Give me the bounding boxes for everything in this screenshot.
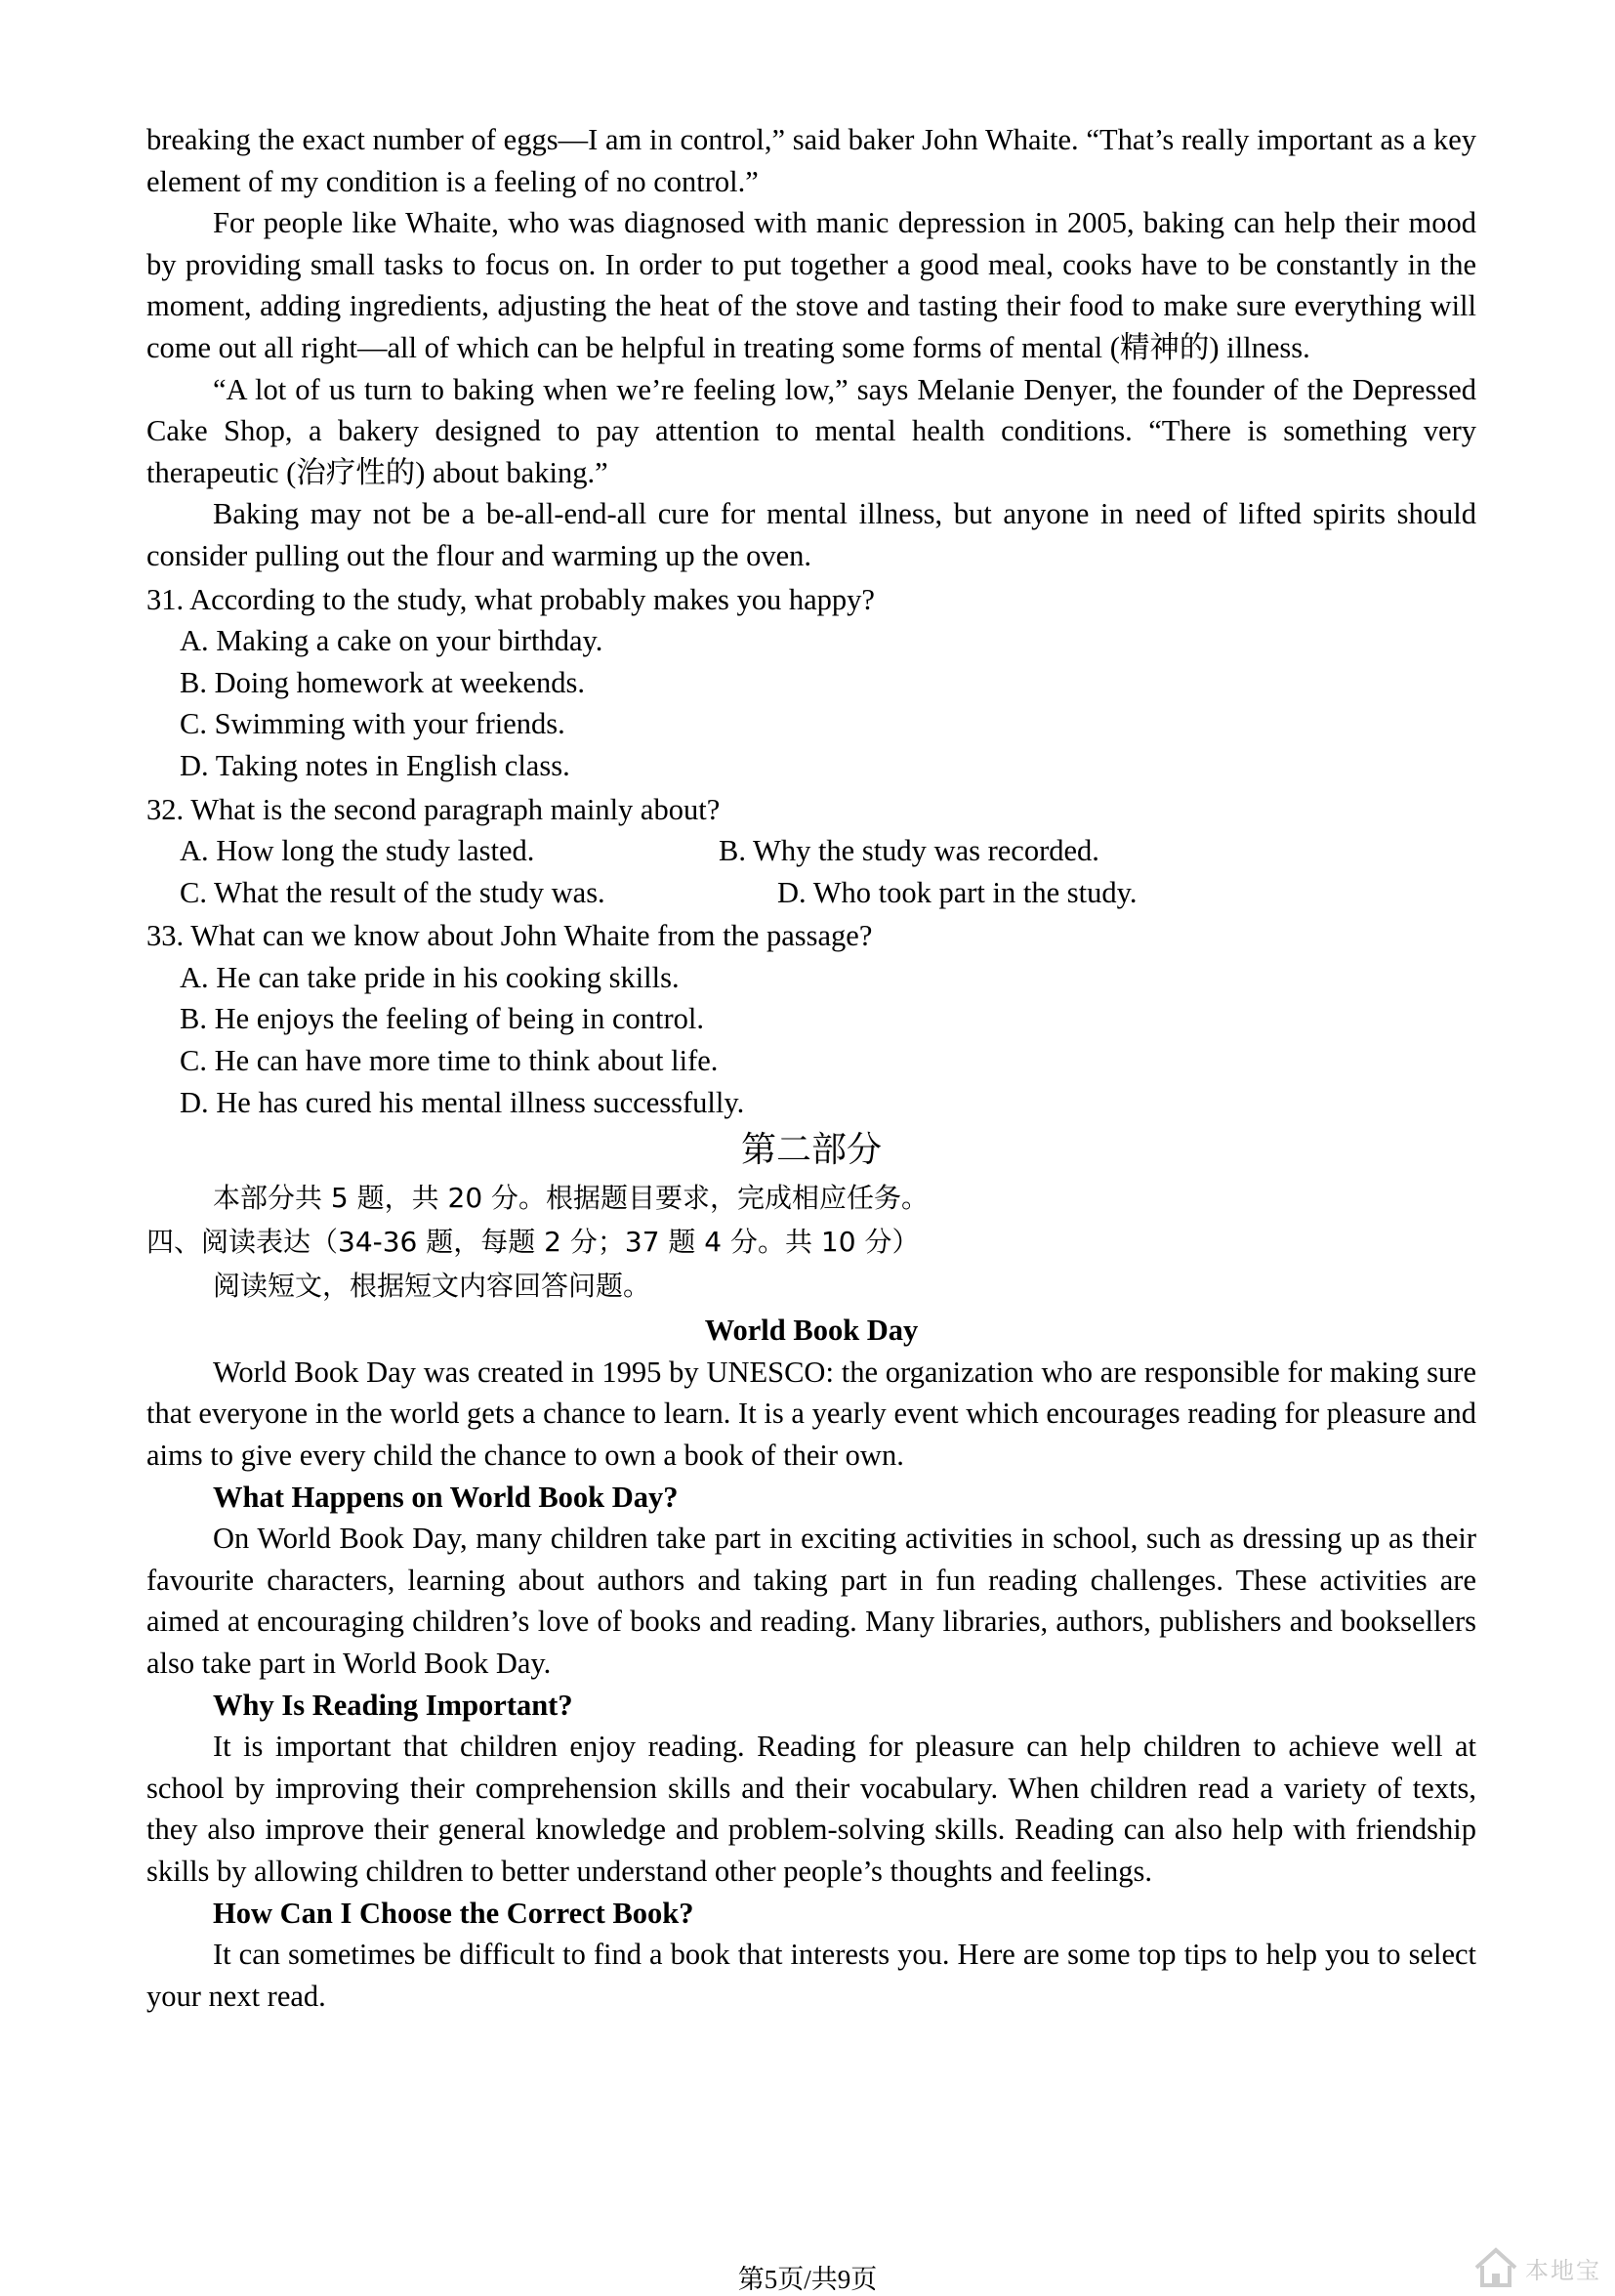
- options-row-2: [146, 872, 1476, 914]
- part-heading: 第二部分: [740, 1130, 882, 1171]
- question-stem: 31. According to the study, what probably makes you happy?: [146, 582, 875, 616]
- house-icon: [1472, 2246, 1519, 2289]
- passage2-paragraph-4: It can sometimes be difficult to find a book that interests you. Here are some top tips to help you to select your next read.: [146, 1938, 1476, 2013]
- question-33: [146, 913, 1476, 1123]
- passage2-subheading-2: Why Is Reading Important?: [213, 1688, 573, 1722]
- passage1-paragraph-1: breaking the exact number of eggs—I am in control,” said baker John Whaite. “That’s really important as a key element of my condition is a feeling of no control.”: [146, 123, 1476, 198]
- watermark: [1472, 2246, 1601, 2289]
- option-b: B. Doing homework at weekends.: [180, 665, 586, 699]
- part-intro: 本部分共 5 题，共 20 分。根据题目要求，完成相应任务。: [213, 1182, 930, 1215]
- option-c: C. Swimming with your friends.: [180, 707, 565, 741]
- section-instruction: 阅读短文，根据短文内容回答问题。: [213, 1270, 651, 1303]
- passage1-paragraph-3: “A lot of us turn to baking when we’re feeling low,” says Melanie Denyer, the founder of the Depressed Cake Shop, a bakery designed to pay attention to mental health conditions. “There is something very therapeutic (治疗性的) about baking.”: [146, 372, 1476, 489]
- question-stem: 33. What can we know about John Whaite from the passage?: [146, 919, 873, 953]
- passage2-subheading-1: What Happens on World Book Day?: [213, 1480, 679, 1514]
- exam-page: [146, 119, 1476, 2017]
- option-d: D. Taking notes in English class.: [180, 748, 570, 782]
- passage2-paragraph-3: It is important that children enjoy reading. Reading for pleasure can help children to achieve well at school by improving their comprehension skills and their vocabulary. When children read a variety of texts, they also improve their general knowledge and problem-solving skills. Reading can also help with friendship skills by allowing children to better understand other people’s thoughts and feelings.: [146, 1730, 1476, 1888]
- watermark-text: 本地宝: [1525, 2256, 1601, 2284]
- section-title: 四、阅读表达（34-36 题，每题 2 分；37 题 4 分。共 10 分）: [146, 1226, 920, 1259]
- question-stem: 32. What is the second paragraph mainly about?: [146, 792, 721, 826]
- passage1-paragraph-4: Baking may not be a be-all-end-all cure for mental illness, but anyone in need of lifted spirits should consider pulling out the flour and warming up the oven.: [146, 497, 1476, 572]
- passage1-paragraph-2: For people like Whaite, who was diagnosed with manic depression in 2005, baking can help their mood by providing small tasks to focus on. In order to put together a good meal, cooks have to be constantly in the moment, adding ingredients, adjusting the heat of the stove and tasting their food to make sure everything will come out all right—all of which can be helpful in treating some forms of mental (精神的) illness.: [146, 206, 1476, 364]
- options-row-1: [146, 830, 1476, 872]
- option-d: D. He has cured his mental illness successfully.: [180, 1085, 745, 1119]
- option-d: D. Who took part in the study.: [777, 875, 1138, 909]
- option-c: C. He can have more time to think about life.: [180, 1044, 719, 1078]
- option-b: B. Why the study was recorded.: [719, 834, 1099, 868]
- option-a: A. Making a cake on your birthday.: [180, 624, 603, 658]
- option-a: A. How long the study lasted.: [180, 834, 535, 868]
- passage2-paragraph-1: World Book Day was created in 1995 by UNESCO: the organization who are responsible for making sure that everyone in the world gets a chance to learn. It is a yearly event which encourages reading for pleasure and aims to give every child the chance to own a book of their own.: [146, 1355, 1476, 1473]
- passage2-subheading-3: How Can I Choose the Correct Book?: [213, 1896, 694, 1930]
- option-a: A. He can take pride in his cooking skills.: [180, 960, 680, 994]
- question-32: [146, 787, 1476, 914]
- option-b: B. He enjoys the feeling of being in control.: [180, 1002, 705, 1036]
- passage2-paragraph-2: On World Book Day, many children take part in exciting activities in school, such as dressing up as their favourite characters, learning about authors and taking part in fun reading challenges. These activities are aimed at encouraging children’s love of books and reading. Many libraries, authors, publishers and booksellers also take part in World Book Day.: [146, 1522, 1476, 1680]
- question-31: [146, 577, 1476, 787]
- passage2-title: World Book Day: [704, 1314, 919, 1348]
- page-number: 第5页/共9页: [737, 2265, 878, 2294]
- option-c: C. What the result of the study was.: [180, 875, 605, 909]
